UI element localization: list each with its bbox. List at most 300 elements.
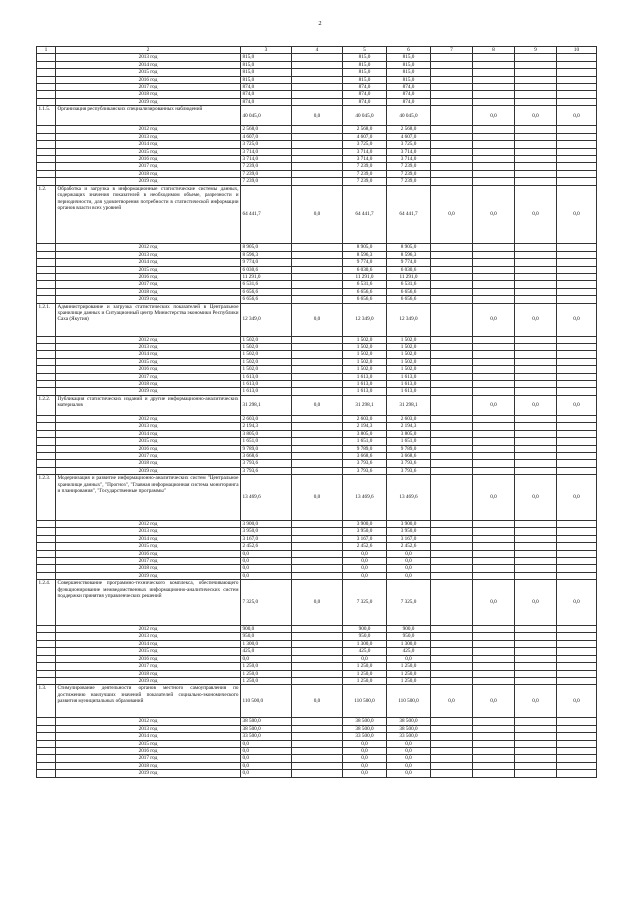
value-cell: 2 452,6 xyxy=(343,543,387,550)
value-cell: 1 502,0 xyxy=(241,343,292,350)
value-cell: 0,0 xyxy=(241,572,292,579)
value-cell xyxy=(557,358,597,365)
value-cell xyxy=(557,755,597,762)
value-cell xyxy=(557,572,597,579)
value-cell: 6 030,6 xyxy=(343,266,387,273)
item-number: 1.2.3. xyxy=(37,475,56,521)
value-cell: 3 167,0 xyxy=(387,535,431,542)
value-cell xyxy=(431,626,473,633)
value-cell: 12 349,0 xyxy=(241,303,292,336)
item-number xyxy=(37,415,56,422)
value-cell: 1 502,0 xyxy=(387,358,431,365)
value-cell: 7 325,0 xyxy=(387,580,431,626)
value-cell: 0,0 xyxy=(473,475,515,521)
item-description: Совершенствование программно-технического комплекса, обеспечивающего функционирование межведомственных информационно-аналитических систем поддержки принятия управленческих решений xyxy=(56,580,241,626)
value-cell xyxy=(473,640,515,647)
value-cell xyxy=(431,670,473,677)
year-label: 2019 год xyxy=(56,572,241,579)
value-cell: 2 603,0 xyxy=(343,415,387,422)
value-cell xyxy=(557,550,597,557)
value-cell: 0,0 xyxy=(515,303,557,336)
value-cell: 815,0 xyxy=(387,76,431,83)
value-cell xyxy=(473,655,515,662)
value-cell xyxy=(557,373,597,380)
value-cell xyxy=(515,61,557,68)
value-cell xyxy=(557,244,597,251)
value-cell: 0,0 xyxy=(241,755,292,762)
value-cell xyxy=(473,126,515,133)
value-cell: 9 789,0 xyxy=(241,445,292,452)
year-label: 2013 год xyxy=(56,343,241,350)
value-cell: 3 805,0 xyxy=(343,430,387,437)
value-cell: 0,0 xyxy=(557,303,597,336)
value-cell xyxy=(557,528,597,535)
value-cell xyxy=(557,141,597,148)
value-cell xyxy=(431,395,473,415)
year-row xyxy=(37,170,597,177)
value-cell xyxy=(515,718,557,725)
value-cell xyxy=(557,670,597,677)
value-cell xyxy=(515,141,557,148)
value-cell xyxy=(292,343,343,350)
value-cell: 0,0 xyxy=(515,395,557,415)
year-label: 2016 год xyxy=(56,156,241,163)
item-number xyxy=(37,266,56,273)
value-cell xyxy=(515,170,557,177)
value-cell xyxy=(431,580,473,626)
year-row xyxy=(37,626,597,633)
value-cell: 0,0 xyxy=(557,685,597,718)
value-cell: 0,0 xyxy=(292,475,343,521)
value-cell xyxy=(431,343,473,350)
value-cell: 38 500,0 xyxy=(241,718,292,725)
year-label: 2013 год xyxy=(56,133,241,140)
year-row xyxy=(37,244,597,251)
value-cell: 1 250,0 xyxy=(241,663,292,670)
value-cell: 8 596,3 xyxy=(387,251,431,258)
year-label: 2019 год xyxy=(56,677,241,684)
year-row xyxy=(37,98,597,105)
value-cell xyxy=(515,343,557,350)
item-number xyxy=(37,54,56,61)
section-row xyxy=(37,185,597,244)
item-number xyxy=(37,126,56,133)
year-label: 2017 год xyxy=(56,373,241,380)
value-cell: 6 531,6 xyxy=(387,281,431,288)
value-cell xyxy=(431,69,473,76)
value-cell: 0,0 xyxy=(343,747,387,754)
value-cell xyxy=(557,543,597,550)
item-number xyxy=(37,163,56,170)
value-cell xyxy=(431,281,473,288)
value-cell: 0,0 xyxy=(241,550,292,557)
item-number xyxy=(37,388,56,395)
year-row xyxy=(37,91,597,98)
value-cell xyxy=(557,288,597,295)
value-cell: 1 502,0 xyxy=(241,358,292,365)
value-cell xyxy=(473,740,515,747)
item-description: Обработка и загрузка в информационные статистические системы данных, содержащих значения показателей в необходимом объеме, разрезности и периодичности, для удовлетворения потребности в статистической информации органов власти всех уровней xyxy=(56,185,241,244)
value-cell xyxy=(292,655,343,662)
item-number xyxy=(37,251,56,258)
value-cell xyxy=(557,351,597,358)
value-cell: 2 568,0 xyxy=(387,126,431,133)
year-row xyxy=(37,521,597,528)
year-row xyxy=(37,126,597,133)
column-header: 8 xyxy=(473,47,515,54)
item-description: Стимулирование деятельности органов местного самоуправления по достижению наилучших значений показателей социально-экономического развития муниципальных образований xyxy=(56,685,241,718)
item-number xyxy=(37,273,56,280)
year-label: 2014 год xyxy=(56,640,241,647)
value-cell: 2 603,0 xyxy=(241,415,292,422)
value-cell: 0,0 xyxy=(387,747,431,754)
value-cell: 64 441,7 xyxy=(241,185,292,244)
column-header: 3 xyxy=(241,47,292,54)
value-cell: 0,0 xyxy=(387,740,431,747)
year-label: 2015 год xyxy=(56,266,241,273)
value-cell xyxy=(515,438,557,445)
item-number xyxy=(37,521,56,528)
value-cell: 3 793,6 xyxy=(387,460,431,467)
year-label: 2016 год xyxy=(56,445,241,452)
value-cell xyxy=(473,663,515,670)
value-cell xyxy=(292,640,343,647)
value-cell: 0,0 xyxy=(515,685,557,718)
item-number xyxy=(37,467,56,474)
value-cell xyxy=(515,388,557,395)
value-cell: 1 502,0 xyxy=(343,366,387,373)
value-cell xyxy=(515,373,557,380)
value-cell: 31 298,1 xyxy=(387,395,431,415)
value-cell: 1 502,0 xyxy=(241,366,292,373)
value-cell xyxy=(515,358,557,365)
value-cell xyxy=(431,148,473,155)
value-cell: 1 502,0 xyxy=(241,351,292,358)
item-number xyxy=(37,430,56,437)
value-cell: 40 045,0 xyxy=(343,106,387,126)
value-cell xyxy=(515,733,557,740)
value-cell xyxy=(515,740,557,747)
value-cell: 7 239,0 xyxy=(387,170,431,177)
value-cell xyxy=(473,380,515,387)
item-number xyxy=(37,572,56,579)
value-cell: 64 441,7 xyxy=(387,185,431,244)
value-cell xyxy=(431,61,473,68)
value-cell xyxy=(473,351,515,358)
item-number: 1.2. xyxy=(37,185,56,244)
value-cell xyxy=(431,475,473,521)
value-cell: 7 239,0 xyxy=(241,163,292,170)
item-number xyxy=(37,69,56,76)
value-cell: 8 596,3 xyxy=(343,251,387,258)
value-cell: 7 239,0 xyxy=(241,170,292,177)
value-cell xyxy=(292,677,343,684)
value-cell xyxy=(515,770,557,777)
item-number xyxy=(37,663,56,670)
value-cell xyxy=(473,178,515,185)
value-cell xyxy=(515,565,557,572)
value-cell xyxy=(431,84,473,91)
value-cell xyxy=(515,281,557,288)
value-cell xyxy=(473,141,515,148)
year-label: 2013 год xyxy=(56,54,241,61)
value-cell: 900,0 xyxy=(387,626,431,633)
value-cell xyxy=(292,633,343,640)
year-label: 2014 год xyxy=(56,351,241,358)
value-cell: 6 656,6 xyxy=(387,296,431,303)
item-number xyxy=(37,460,56,467)
value-cell xyxy=(431,380,473,387)
value-cell: 4 607,0 xyxy=(343,133,387,140)
value-cell xyxy=(431,677,473,684)
value-cell xyxy=(292,98,343,105)
value-cell xyxy=(557,61,597,68)
value-cell: 0,0 xyxy=(473,185,515,244)
value-cell xyxy=(473,438,515,445)
year-label: 2017 год xyxy=(56,755,241,762)
value-cell: 874,0 xyxy=(387,98,431,105)
value-cell: 0,0 xyxy=(387,558,431,565)
value-cell xyxy=(431,251,473,258)
value-cell xyxy=(431,762,473,769)
value-cell: 0,0 xyxy=(292,395,343,415)
year-row xyxy=(37,733,597,740)
value-cell: 2 568,0 xyxy=(241,126,292,133)
value-cell xyxy=(557,740,597,747)
value-cell xyxy=(292,415,343,422)
value-cell xyxy=(292,718,343,725)
value-cell: 13 469,6 xyxy=(241,475,292,521)
value-cell xyxy=(292,460,343,467)
value-cell: 425,0 xyxy=(241,648,292,655)
value-cell xyxy=(557,733,597,740)
value-cell: 0,0 xyxy=(473,580,515,626)
item-number: 1.2.1. xyxy=(37,303,56,336)
value-cell xyxy=(515,126,557,133)
value-cell: 0,0 xyxy=(292,685,343,718)
value-cell xyxy=(557,98,597,105)
year-label: 2017 год xyxy=(56,663,241,670)
value-cell xyxy=(292,528,343,535)
value-cell: 3 900,0 xyxy=(343,521,387,528)
value-cell: 13 469,6 xyxy=(343,475,387,521)
year-row xyxy=(37,467,597,474)
value-cell: 1 250,0 xyxy=(387,677,431,684)
year-label: 2017 год xyxy=(56,453,241,460)
year-label: 2018 год xyxy=(56,170,241,177)
value-cell xyxy=(292,453,343,460)
value-cell xyxy=(431,388,473,395)
item-number xyxy=(37,633,56,640)
year-label: 2012 год xyxy=(56,718,241,725)
value-cell xyxy=(431,91,473,98)
value-cell: 0,0 xyxy=(473,685,515,718)
value-cell: 11 291,0 xyxy=(343,273,387,280)
value-cell xyxy=(431,303,473,336)
item-number: 1.2.2. xyxy=(37,395,56,415)
value-cell xyxy=(431,415,473,422)
value-cell xyxy=(473,54,515,61)
value-cell: 874,0 xyxy=(241,84,292,91)
value-cell xyxy=(292,366,343,373)
value-cell xyxy=(431,543,473,550)
year-label: 2014 год xyxy=(56,141,241,148)
value-cell xyxy=(473,626,515,633)
value-cell xyxy=(473,366,515,373)
value-cell xyxy=(292,126,343,133)
value-cell: 1 651,0 xyxy=(343,438,387,445)
value-cell xyxy=(473,69,515,76)
value-cell xyxy=(292,91,343,98)
value-cell xyxy=(473,543,515,550)
value-cell xyxy=(431,633,473,640)
value-cell: 1 502,0 xyxy=(387,343,431,350)
value-cell: 815,0 xyxy=(241,76,292,83)
value-cell: 0,0 xyxy=(343,770,387,777)
value-cell xyxy=(473,148,515,155)
value-cell xyxy=(431,366,473,373)
value-cell: 0,0 xyxy=(515,106,557,126)
value-cell xyxy=(292,54,343,61)
value-cell: 0,0 xyxy=(557,580,597,626)
value-cell xyxy=(431,663,473,670)
value-cell: 0,0 xyxy=(515,185,557,244)
value-cell xyxy=(431,558,473,565)
item-number xyxy=(37,259,56,266)
value-cell: 3 793,6 xyxy=(343,460,387,467)
value-cell: 110 500,0 xyxy=(387,685,431,718)
value-cell xyxy=(557,558,597,565)
value-cell: 1 250,0 xyxy=(343,670,387,677)
value-cell: 2 452,6 xyxy=(387,543,431,550)
year-label: 2014 год xyxy=(56,430,241,437)
section-row xyxy=(37,475,597,521)
value-cell: 40 045,0 xyxy=(241,106,292,126)
value-cell: 0,0 xyxy=(557,395,597,415)
value-cell: 3 900,0 xyxy=(387,521,431,528)
item-number xyxy=(37,244,56,251)
value-cell xyxy=(515,54,557,61)
value-cell xyxy=(515,423,557,430)
value-cell xyxy=(515,747,557,754)
item-number xyxy=(37,178,56,185)
value-cell xyxy=(557,677,597,684)
year-label: 2017 год xyxy=(56,84,241,91)
year-row xyxy=(37,565,597,572)
value-cell: 9 774,0 xyxy=(343,259,387,266)
value-cell xyxy=(292,69,343,76)
value-cell xyxy=(431,156,473,163)
value-cell xyxy=(515,655,557,662)
value-cell: 1 613,0 xyxy=(387,388,431,395)
year-label: 2018 год xyxy=(56,460,241,467)
value-cell xyxy=(292,141,343,148)
value-cell xyxy=(557,366,597,373)
value-cell: 1 502,0 xyxy=(387,351,431,358)
value-cell: 3 714,0 xyxy=(387,148,431,155)
value-cell xyxy=(473,423,515,430)
value-cell: 6 656,6 xyxy=(343,288,387,295)
value-cell: 3 167,0 xyxy=(343,535,387,542)
year-row xyxy=(37,633,597,640)
value-cell: 0,0 xyxy=(241,747,292,754)
value-cell: 110 500,0 xyxy=(343,685,387,718)
value-cell xyxy=(515,156,557,163)
section-row xyxy=(37,685,597,718)
value-cell xyxy=(473,163,515,170)
value-cell xyxy=(473,98,515,105)
value-cell: 1 613,0 xyxy=(387,380,431,387)
value-cell: 0,0 xyxy=(343,558,387,565)
value-cell: 1 502,0 xyxy=(343,336,387,343)
value-cell: 8 905,0 xyxy=(343,244,387,251)
value-cell: 38 500,0 xyxy=(387,725,431,732)
item-number xyxy=(37,423,56,430)
year-row xyxy=(37,648,597,655)
value-cell xyxy=(292,373,343,380)
year-row xyxy=(37,677,597,684)
year-row xyxy=(37,380,597,387)
value-cell xyxy=(292,733,343,740)
column-header: 10 xyxy=(557,47,597,54)
item-number xyxy=(37,565,56,572)
value-cell xyxy=(557,535,597,542)
value-cell xyxy=(292,266,343,273)
value-cell: 1 250,0 xyxy=(343,663,387,670)
value-cell: 815,0 xyxy=(241,61,292,68)
value-cell: 9 774,0 xyxy=(241,259,292,266)
value-cell xyxy=(292,288,343,295)
year-row xyxy=(37,281,597,288)
value-cell xyxy=(292,388,343,395)
value-cell: 12 349,0 xyxy=(343,303,387,336)
value-cell xyxy=(473,244,515,251)
value-cell: 0,0 xyxy=(241,740,292,747)
year-label: 2019 год xyxy=(56,388,241,395)
value-cell xyxy=(473,755,515,762)
value-cell xyxy=(515,633,557,640)
column-header: 1 xyxy=(37,47,56,54)
value-cell xyxy=(292,273,343,280)
year-label: 2016 год xyxy=(56,550,241,557)
value-cell: 11 291,0 xyxy=(387,273,431,280)
year-row xyxy=(37,69,597,76)
value-cell xyxy=(431,336,473,343)
value-cell xyxy=(515,725,557,732)
section-row xyxy=(37,580,597,626)
value-cell xyxy=(473,266,515,273)
value-cell xyxy=(473,84,515,91)
year-label: 2018 год xyxy=(56,565,241,572)
value-cell xyxy=(431,178,473,185)
value-cell: 1 300,0 xyxy=(387,640,431,647)
item-number xyxy=(37,535,56,542)
value-cell: 874,0 xyxy=(241,98,292,105)
year-label: 2012 год xyxy=(56,626,241,633)
item-number xyxy=(37,91,56,98)
value-cell xyxy=(473,156,515,163)
value-cell xyxy=(557,69,597,76)
value-cell xyxy=(431,648,473,655)
value-cell xyxy=(515,69,557,76)
value-cell: 1 250,0 xyxy=(241,677,292,684)
value-cell: 6 656,6 xyxy=(241,288,292,295)
value-cell xyxy=(557,126,597,133)
value-cell: 0,0 xyxy=(292,106,343,126)
year-label: 2015 год xyxy=(56,438,241,445)
value-cell xyxy=(557,170,597,177)
year-row xyxy=(37,740,597,747)
